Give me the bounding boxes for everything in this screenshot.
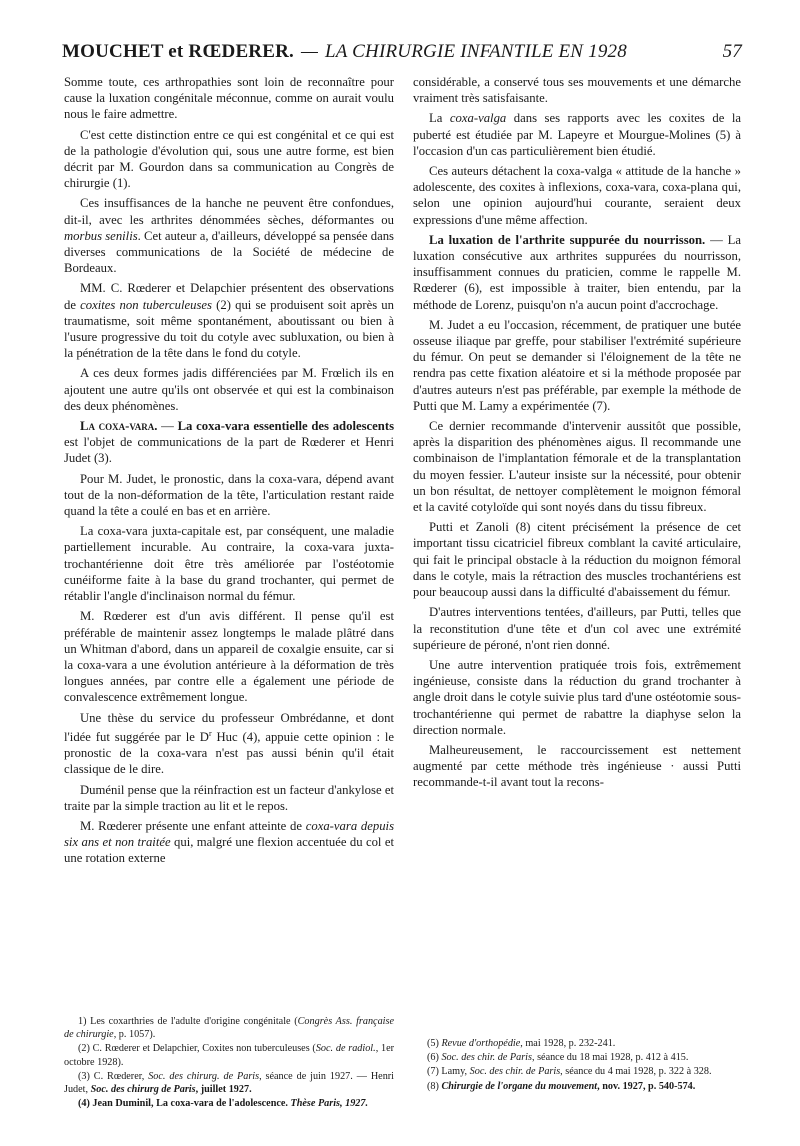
paragraph: M. Rœderer présente une enfant atteinte de coxa-vara depuis six ans et non traitée qui, malgré une flexion accentuée du col et une rotation externe — [64, 818, 395, 866]
footnote-5: (5) Revue d'orthopédie, mai 1928, p. 232-241. — [427, 1038, 616, 1049]
paragraph: La coxa-valga dans ses rapports avec les coxites de la puberté est étudiée par M. Lapeyre et Mourgue-Molines (5) à l'occasion d'un cas particulièrement bien étudié. — [413, 111, 741, 158]
header-dash: — — [300, 41, 319, 62]
running-header — [62, 41, 742, 71]
paragraph: M. Judet a eu l'occasion, récemment, de pratiquer une butée osseuse iliaque par greffe, pour stabiliser l'extrémité supérieure du fémur. On peut se demander si l'éloignement de la tête ne rendra pas cette fixation aléatoire et si la méthode proposée par d'autres auteurs n'est pas préférable, par exemple la méthode de Putti que M. Lamy a expérimentée (7). — [413, 317, 741, 413]
paragraph: C'est cette distinction entre ce qui est congénital et ce qui est de la pathologie d'évolution qui, sous une autre forme, est bien décrit par M. Gourdon dans sa communication au Congrès de chirurgie (1). — [64, 127, 394, 191]
paragraph: MM. C. Rœderer et Delapchier présentent des observations de coxites non tuberculeuses (2) qui se produisent soit après un traumatisme, soit même spontanément, aboutissant ou bien à l'usure progressive du toit du cotyle avec subluxation, ou bien à la pénétration de la tête dans le fond du cotyle. — [64, 281, 394, 361]
paragraph: D'autres interventions tentées, d'ailleurs, par Putti, telles que la reconstitution d'une tête et d'un col avec une extrémité supérieure de péroné, n'ont rien donné. — [413, 605, 741, 652]
paragraph: M. Rœderer est d'un avis différent. Il pense qu'il est préférable de maintenir assez longtemps le malade plâtré dans un Whitman d'abord, dans un appareil de coxalgie ensuite, car si la coxa-vara a une évolution antérieure à la déformation de très longues années, par contre elle a également une période de convalescence extrêmement longue. — [64, 609, 394, 705]
section-heading-coxa-vara: La coxa-vara. — La coxa-vara essentielle des adolescents est l'objet de communications de la part de Rœderer et Henri Judet (3). — [64, 419, 395, 466]
section-heading-luxation: La luxation de l'arthrite suppurée du nourrisson. — La luxation consécutive aux arthrites suppurées du nourrisson, insuffisamment connues du praticien, comme le rappelle M. Rœderer (6), est impossible à traiter, bien entendu, par la méthode de Lorenz, puisqu'on n'a aucun point d'accrochage. — [413, 232, 742, 312]
paragraph: Somme toute, ces arthropathies sont loin de reconnaître pour cause la luxation congénitale méconnue, comme on aurait voulu nous le faire admettre. — [64, 75, 394, 122]
header-title: LA CHIRURGIE INFANTILE EN 1928 — [325, 41, 627, 62]
footnote-1: 1) Les coxarthries de l'adulte d'origine congénitale (Congrès Ass. française de chirurgie, p. 1057). — [64, 1016, 394, 1041]
footnotes-left — [64, 1015, 394, 1111]
footnote-3: (3) C. Rœderer, Soc. des chirurg. de Paris, séance de juin 1927. — Henri Judet, Soc. des chirurg de Paris, juillet 1927. — [64, 1070, 395, 1096]
right-column — [413, 74, 741, 795]
paragraph: Putti et Zanoli (8) citent précisément la présence de cet important tissu cicatriciel fibreux comblant la cavité articulaire, qui fait le principal obstacle à la réduction du moignon fémoral dans le cotyle, mais la rétraction des muscles trochantériens est pour beaucoup aussi dans la difficulté d'abaissement du fémur. — [413, 520, 741, 600]
paragraph: Duménil pense que la réinfraction est un facteur d'ankylose et traite par la simple traction au lit et le repos. — [64, 782, 394, 813]
header-authors: MOUCHET et RŒDERER. — [62, 41, 294, 62]
paragraph: La coxa-vara juxta-capitale est, par conséquent, une maladie partiellement incurable. Au contraire, la coxa-vara juxta-trochantérienne doit être très améliorée par l'ostéotomie cunéiforme faite à la base du grand trochanter, qui permet de rétablir l'angle d'inclinaison normal du fémur. — [64, 524, 394, 604]
paragraph: Une thèse du service du professeur Ombrédanne, et dont l'idée fut suggérée par le $D^r$ Huc (4), appuie cette opinion : le pronostic de la coxa-vara n'est pas aussi bénin qu'il était classique de le dire. — [64, 710, 394, 777]
footnotes-right — [413, 1037, 741, 1094]
footnote-6: (6) Soc. des chir. de Paris, séance du 18 mai 1928, p. 412 à 415. — [427, 1052, 689, 1064]
paragraph: considérable, a conservé tous ses mouvements et une démarche vraiment très satisfaisante. — [413, 75, 741, 106]
footnote-2: (2) C. Rœderer et Delapchier, Coxites non tuberculeuses (Soc. de radiol., 1er octobre 1928). — [64, 1043, 395, 1068]
paragraph: Une autre intervention pratiquée trois fois, extrêmement ingénieuse, consiste dans la réduction du grand trochanter à angle droit dans le cotyle suivie plus tard d'une ostéotomie sous-trochantérienne qui permet de rabattre la diaphyse selon la direction normale. — [413, 657, 741, 737]
footnote-4: (4) Jean Duminil, La coxa-vara de l'adolescence. Thèse Paris, 1927. — [78, 1098, 369, 1110]
footnote-8: (8) Chirurgie de l'organe du mouvement, nov. 1927, p. 540-574. — [427, 1080, 696, 1092]
paragraph: Ces auteurs détachent la coxa-valga « attitude de la hanche » adolescente, des coxites à inflexions, coxa-vara, coxa-plana qui, selon une opinion aujourd'hui courante, seraient deux expressions d'une même affection. — [413, 164, 741, 227]
paragraph: Ce dernier recommande d'intervenir aussitôt que possible, après la disparition des phénomènes aigus. Il recommande une combinaison de l'implantation fémorale et de la transplantation du moyen fessier. L'auteur insiste sur la nécessité, pour obtenir un bon résultat, de nettoyer complètement le moignon fémoral et la cavité cotyloïde qui sont noyés dans du tissu fibreux. — [413, 419, 741, 515]
footnote-7: (7) Lamy, Soc. des chir. de Paris, séance du 4 mai 1928, p. 322 à 328. — [427, 1066, 712, 1078]
page-number: 57 — [722, 41, 742, 62]
left-column — [64, 74, 394, 871]
paragraph: Pour M. Judet, le pronostic, dans la coxa-vara, dépend avant tout de la non-déformation de la tête, l'articulation restant raide quand la tête a coulé en bas et en arrière. — [64, 471, 394, 519]
paragraph: Ces insuffisances de la hanche ne peuvent être confondues, dit-il, avec les arthrites dénommées sèches, déformantes ou morbus senilis. Cet auteur a, d'ailleurs, développé sa pensée dans diverses communications de la Société de médecine de Bordeaux. — [64, 196, 394, 276]
paragraph: Malheureusement, le raccourcissement est nettement augmenté par cette méthode très ingénieuse · aussi Putti recommande-t-il avant tout la recons- — [413, 742, 741, 790]
paragraph: A ces deux formes jadis différenciées par M. Frœlich ils en ajoutent une autre qu'ils ont observée et qui est la combinaison des deux phénomènes. — [64, 366, 394, 413]
